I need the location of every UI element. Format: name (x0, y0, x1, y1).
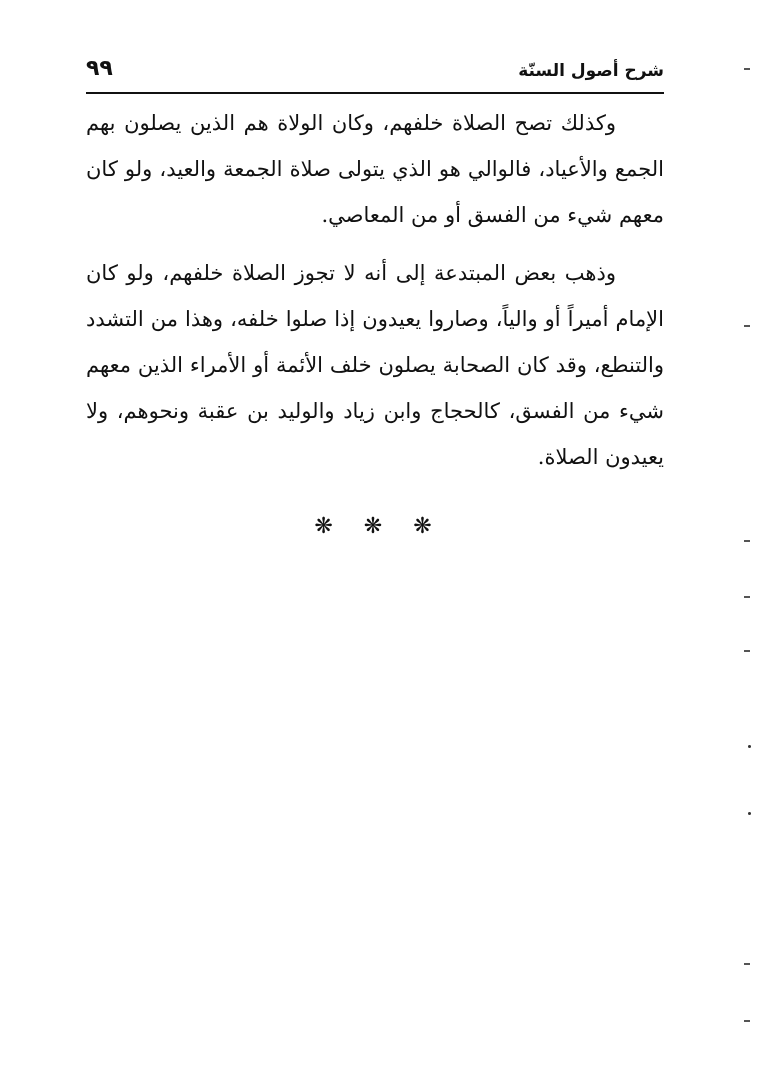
paragraph-1: وكذلك تصح الصلاة خلفهم، وكان الولاة هم الذين يصلون بهم الجمع والأعياد، فالوالي هو الذي يتولى صلاة الجمعة والعيد، ولو كان معهم شيء من الفسق أو من المعاصي. (86, 111, 664, 227)
scan-edge-dot (748, 745, 751, 748)
scan-edge-mark (744, 963, 750, 965)
scan-edge-mark (744, 650, 750, 652)
header-rule (86, 92, 664, 94)
scan-edge-mark (744, 540, 750, 542)
scan-edge-mark (744, 68, 750, 70)
page-header (86, 52, 664, 92)
scan-edge-mark (744, 596, 750, 598)
scan-edge-dot (748, 812, 751, 815)
paragraph-2: وذهب بعض المبتدعة إلى أنه لا تجوز الصلاة خلفهم، ولو كان الإمام أميراً أو والياً، وصاروا يعيدون إذا صلوا خلفه، وهذا من التشدد والتنطع، وقد كان الصحابة يصلون خلف الأئمة أو الأمراء الذين معهم شيء من الفسق، كالحجاج وابن زياد والوليد بن عقبة ونحوهم، ولا يعيدون الصلاة. (86, 261, 664, 469)
section-separator: ❋ ❋ ❋ (314, 514, 444, 539)
running-title: شرح أصول السنّة (518, 61, 664, 81)
scan-edge-mark (744, 325, 750, 327)
scan-edge-mark (744, 1020, 750, 1022)
page-number: ٩٩ (86, 56, 113, 81)
body-text (86, 100, 664, 480)
